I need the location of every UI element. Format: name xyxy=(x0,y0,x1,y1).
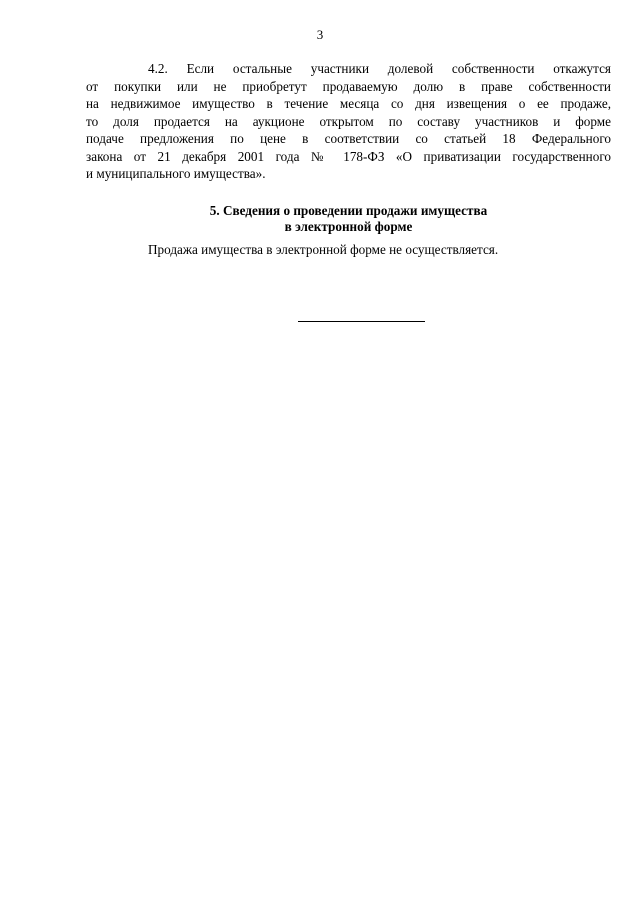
paragraph-line: и муниципального имущества». xyxy=(86,166,266,181)
section-heading-line: 5. Сведения о проведении продажи имущества xyxy=(209,203,488,218)
paragraph-line: 4.2. Если остальные участники долевой собственности откажутся xyxy=(148,61,611,76)
end-of-document-rule xyxy=(298,321,425,322)
section-heading-line: в электронной форме xyxy=(284,218,413,234)
paragraph-4-2 xyxy=(86,60,611,183)
section-5-text: Продажа имущества в электронной форме не осуществляется. xyxy=(148,242,499,257)
section-5-heading xyxy=(86,203,611,234)
paragraph-line: подаче предложения по цене в соответствии со статьей 18 Федерального xyxy=(86,131,611,146)
paragraph-line: закона от 21 декабря 2001 года № 178-ФЗ «О приватизации государственного xyxy=(86,148,611,164)
paragraph-line: от покупки или не приобретут продаваемую долю в праве собственности xyxy=(86,78,611,94)
paragraph-line: на недвижимое имущество в течение месяца со дня извещения о ее продаже, xyxy=(86,96,611,111)
page-number: 3 xyxy=(316,27,324,42)
paragraph-line: то доля продается на аукционе открытом по составу участников и форме xyxy=(86,113,611,129)
